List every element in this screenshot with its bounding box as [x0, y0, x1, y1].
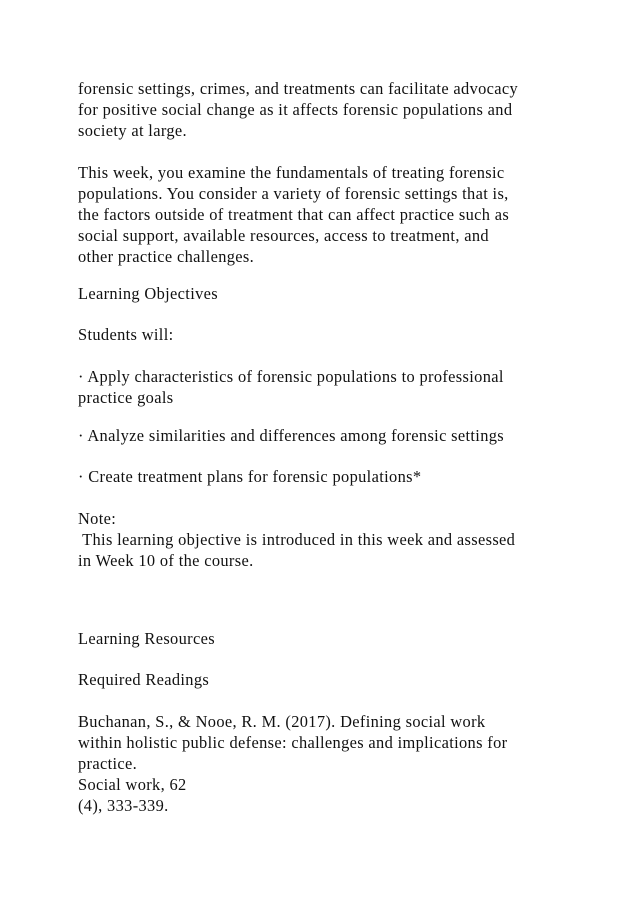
overview-line: This week, you examine the fundamentals of treating forensic: [78, 163, 505, 182]
note-text: in Week 10 of the course.: [78, 551, 254, 570]
intro-line: society at large.: [78, 121, 187, 140]
overview-line: social support, available resources, access to treatment, and: [78, 226, 489, 245]
overview-line: the factors outside of treatment that can affect practice such as: [78, 205, 510, 224]
citation-line: Social work, 62: [78, 775, 187, 794]
objective-item: · Create treatment plans for forensic populations*: [78, 467, 422, 486]
objective-item: · Analyze similarities and differences among forensic settings: [78, 426, 505, 445]
learning-objectives-heading: Learning Objectives: [78, 284, 218, 303]
overview-line: populations. You consider a variety of forensic settings that is,: [78, 184, 509, 203]
overview-line: other practice challenges.: [78, 247, 255, 266]
citation-line: practice.: [78, 754, 138, 773]
learning-resources-heading: Learning Resources: [78, 629, 215, 648]
objective-item: · Apply characteristics of forensic populations to professional: [78, 367, 504, 386]
note-text: This learning objective is introduced in this week and assessed: [78, 530, 516, 549]
objective-item-continued: practice goals: [78, 388, 174, 407]
citation-line: Buchanan, S., & Nooe, R. M. (2017). Defining social work: [78, 712, 486, 731]
citation-line: (4), 333-339.: [78, 796, 169, 815]
required-readings-heading: Required Readings: [78, 670, 210, 689]
note-label: Note:: [78, 509, 117, 528]
students-will-label: Students will:: [78, 325, 174, 344]
citation-line: within holistic public defense: challenges and implications for: [78, 733, 508, 752]
intro-line: for positive social change as it affects forensic populations and: [78, 100, 513, 119]
intro-line: forensic settings, crimes, and treatments can facilitate advocacy: [78, 79, 519, 98]
